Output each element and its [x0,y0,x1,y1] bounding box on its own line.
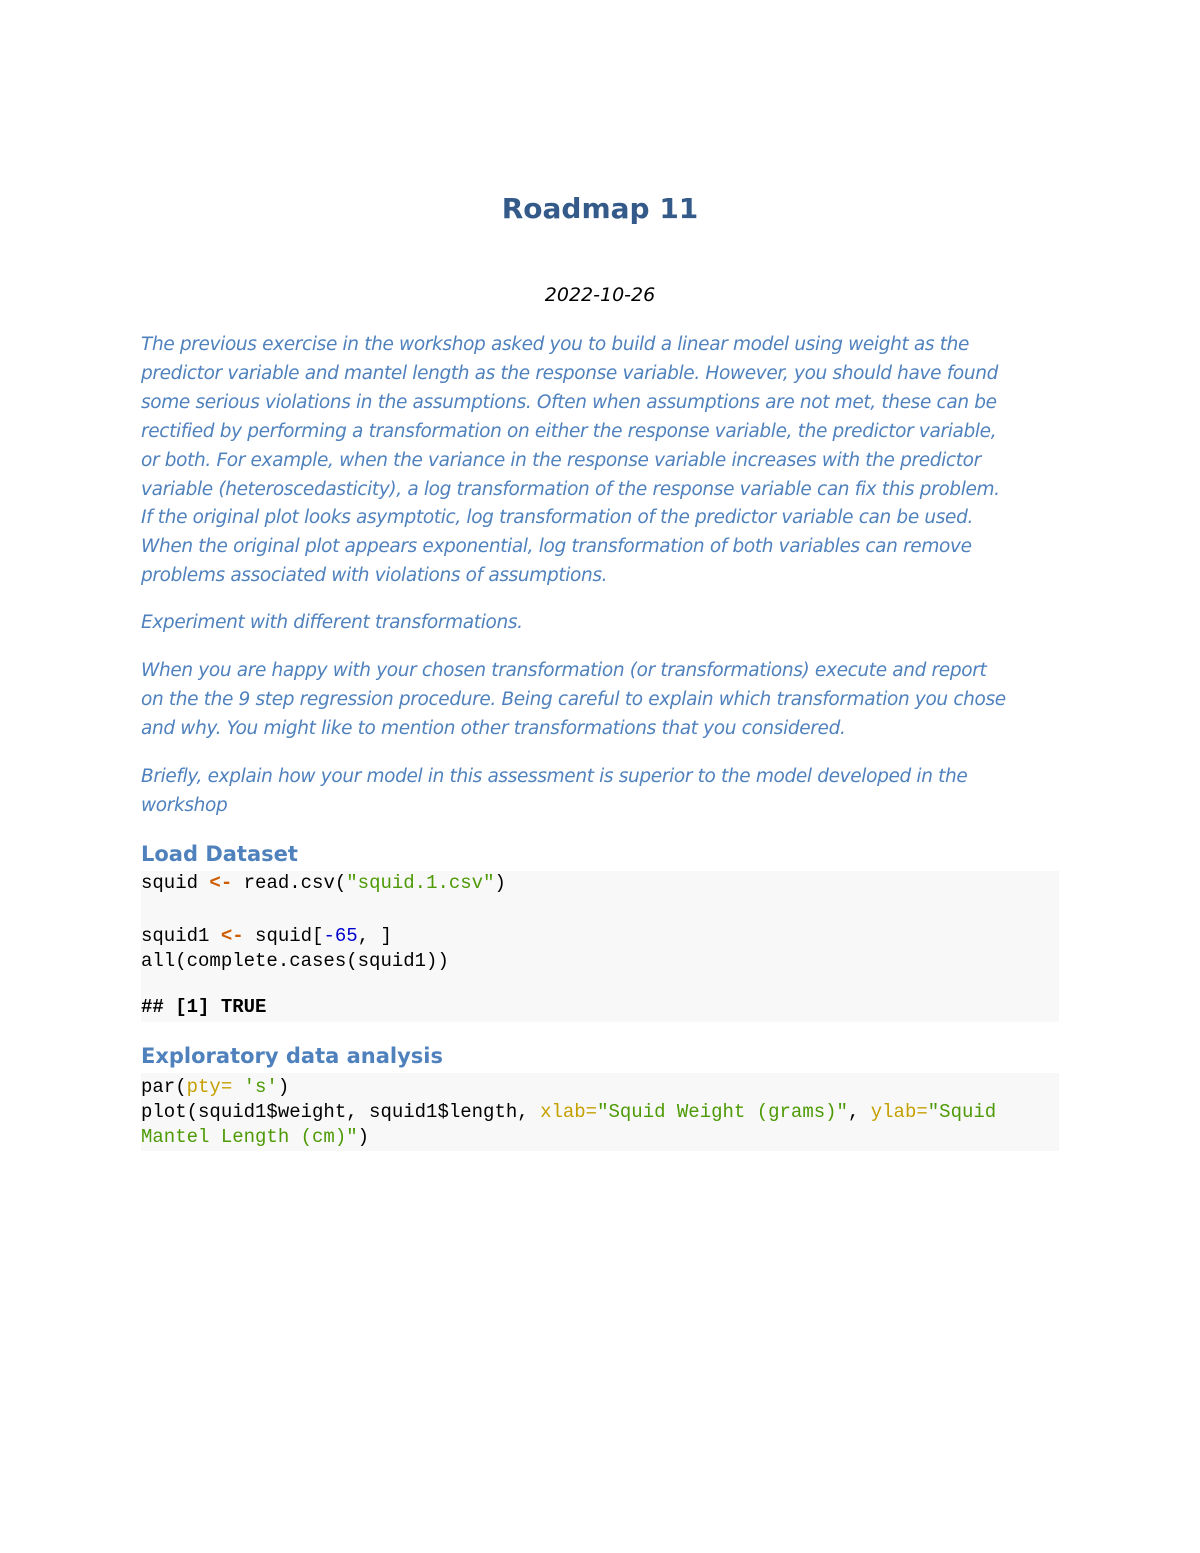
abstract-line: rectified by performing a transformation on either the response variable, the predictor variable, [141,420,997,442]
code-number: -65 [323,925,358,947]
code-argument: xlab= [540,1101,598,1123]
abstract-line: Experiment with different transformations. [141,612,523,633]
abstract-paragraph-2 [141,609,1059,638]
code-line [141,871,506,896]
code-string: Mantel Length (cm)" [141,1126,358,1148]
code-string: "squid.1.csv" [346,872,495,894]
code-token: squid1 [141,925,221,947]
abstract-line: predictor variable and mantel length as the response variable. However, you should have found [141,362,998,384]
code-token: squid [141,872,210,894]
abstract-paragraph-3 [141,657,1059,744]
code-token: ) [357,1126,370,1148]
code-token: , [847,1101,871,1123]
code-string: "Squid [927,1101,997,1123]
code-operator: <- [209,872,233,894]
abstract-line: When the original plot appears exponential, log transformation of both variables can remove [141,536,972,558]
abstract-line: problems associated with violations of assumptions. [141,565,608,587]
code-string: "Squid Weight (grams)" [597,1101,848,1123]
code-argument: ylab= [870,1101,928,1123]
code-string: 's' [243,1076,278,1098]
abstract-line: variable (heteroscedasticity), a log transformation of the response variable can fix this problem. [141,478,1000,500]
abstract-line: and why. You might like to mention other transformations that you considered. [141,717,846,739]
section-heading-load-dataset: Load Dataset [141,842,298,866]
code-token: , ] [357,925,392,947]
abstract-paragraph-1 [141,331,1059,591]
abstract-line: on the the 9 step regression procedure. Being careful to explain which transformation you chose [141,688,1006,710]
section-heading-exploratory-data-analysis: Exploratory data analysis [141,1044,443,1068]
document-date: 2022-10-26 [544,284,656,306]
abstract-line: If the original plot looks asymptotic, log transformation of the predictor variable can be used. [141,507,974,529]
code-line [141,1100,996,1125]
code-line [141,924,392,949]
code-operator: <- [220,925,244,947]
code-line [141,1075,289,1100]
code-token: ) [494,872,506,894]
code-line [141,1125,369,1150]
code-token: squid[ [243,925,324,947]
code-token: par( [141,1076,187,1098]
code-argument: pty= [186,1076,233,1098]
code-block-exploratory-analysis [141,1073,1059,1151]
code-token: plot(squid1$weight, squid1$length, [141,1101,541,1123]
code-token: ) [277,1076,290,1098]
abstract-line: When you are happy with your chosen transformation (or transformations) execute and report [141,660,987,681]
abstract-line: workshop [141,794,228,816]
code-output: ## [1] TRUE [141,996,267,1018]
abstract-line: The previous exercise in the workshop asked you to build a linear model using weight as the [141,334,970,355]
code-token: read.csv( [232,872,347,894]
code-token [232,1076,243,1098]
abstract-line: Briefly, explain how your model in this assessment is superior to the model developed in the [141,766,968,787]
abstract-line: or both. For example, when the variance in the response variable increases with the predictor [141,449,981,471]
code-block-load-dataset [141,871,1059,1022]
abstract-line: some serious violations in the assumptions. Often when assumptions are not met, these can be [141,391,997,413]
page-title: Roadmap 11 [501,192,699,225]
code-line: all(complete.cases(squid1)) [141,950,449,972]
abstract-paragraph-4 [141,763,1059,821]
